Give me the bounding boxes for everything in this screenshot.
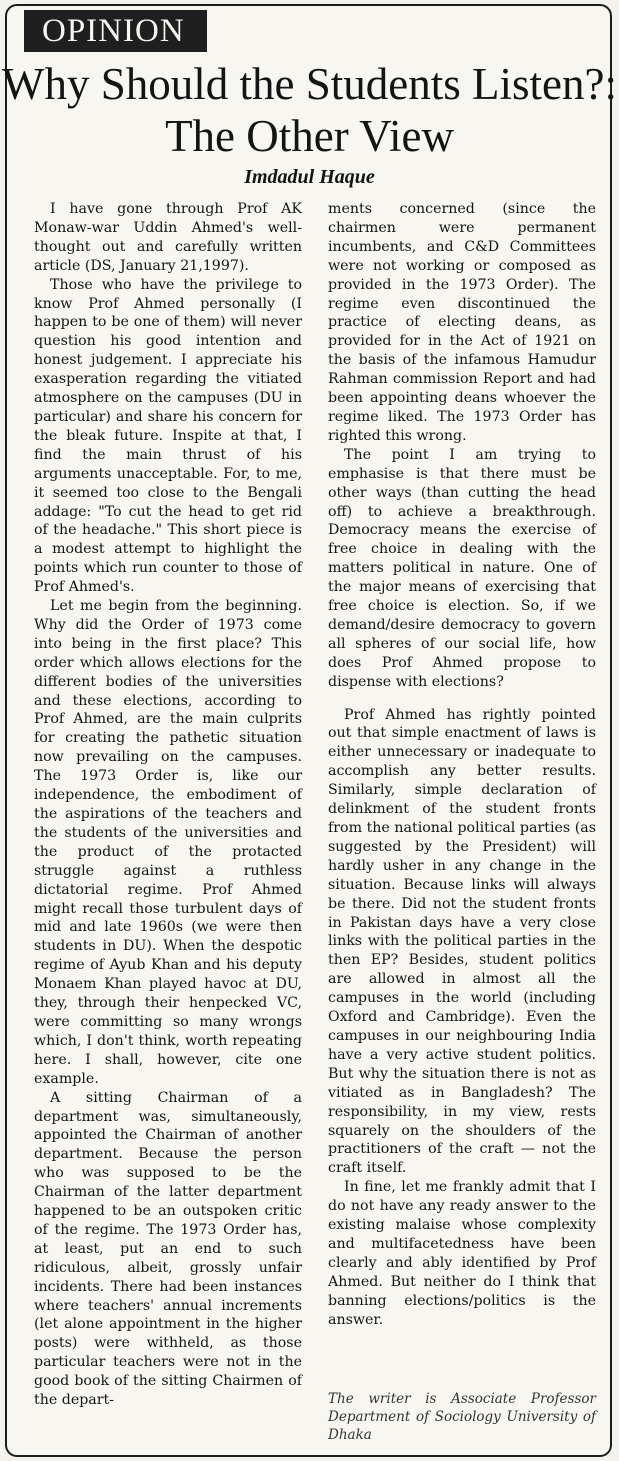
paragraph: Prof Ahmed has rightly pointed out that simple enactment of laws is either unnecessary or inadequate to accomplish any better results. Similarly, simple declaration of delinkment of the student fronts from the national political parties (as suggested by the President) will hardly usher in any change in the situation. Because links will always be there. Did not the student fronts in Pakistan days have a very close links with the political parties in the then EP? Besides, student politics are allowed in almost all the campuses in the world (including Oxford and Cambridge). Even the campuses in our neighbouring India have a very active student politics. But why the situation there is not as vitiated as in Bangladesh? The responsibility, in my view, rests squarely on the shoulders of the practitioners of the craft — not the craft itself. xyxy=(328,706,596,1177)
paragraph: A sitting Chairman of a department was, simultaneously, appointed the Chairman of another department. Because the person who was supposed to be the Chairman of the latter department happened to be an outspoken critic of the regime. The 1973 Order has, at least, put an end to such ridiculous, albeit, grossly unfair incidents. There had been instances where teachers' annual increments (let alone appointment in the higher posts) were withheld, as those particular teachers were not in the good book of the sitting Chairmen of the depart- xyxy=(34,1089,302,1409)
headline: Why Should the Students Listen?: The Other View xyxy=(2,59,617,161)
paragraph: Those who have the privilege to know Prof Ahmed personally (I happen to be one of them) will never question his good intention and honest judgement. I appreciate his exasperation regarding the vitiated atmosphere on the campuses (DU in particular) and share his concern for the bleak future. Inspite at that, I find the main thrust of his arguments unacceptable. For, to me, it seemed too close to the Bengali addage: "To cut the head to get rid of the headache." This short piece is a modest attempt to highlight the points which run counter to those of Prof Ahmed's. xyxy=(34,276,302,596)
paragraph: In fine, let me frankly admit that I do not have any ready answer to the existing malaise whose complexity and multifacetedness have been clearly and ably identified by Prof Ahmed. But neither do I think that banning elections/politics is the answer. xyxy=(328,1179,596,1328)
section-label: OPINION xyxy=(24,10,207,52)
paragraph: I have gone through Prof AK Monaw-war Uddin Ahmed's well-thought out and carefully written article (DS, January 21,1997). xyxy=(34,201,302,274)
paragraph: The point I am trying to emphasise is that there must be other ways (than cutting the head off) to achieve a breakthrough. Democracy means the exercise of free choice in dealing with the matters political in nature. One of the major means of exercising that free choice is election. So, if we demand/desire democracy to govern all spheres of our social life, how does Prof Ahmed propose to dispense with elections? xyxy=(328,446,596,690)
article-column-left xyxy=(34,200,302,1410)
paragraph: ments concerned (since the chairmen were permanent incumbents, and C&D Committees were not working or composed as provided in the 1973 Order). The regime even discontinued the practice of electing deans, as provided for in the Act of 1921 on the basis of the infamous Hamudur Rahman commission Report and had been appointing deans whoever the regime liked. The 1973 Order has righted this wrong. xyxy=(328,201,596,444)
byline: Imdadul Haque xyxy=(244,166,375,188)
paragraph: Let me begin from the beginning. Why did the Order of 1973 come into being in the first place? This order which allows elections for the different bodies of the universities and these elections, according to Prof Ahmed, are the main culprits for creating the pathetic situation now prevailing on the campuses. The 1973 Order is, like our independence, the embodiment of the aspirations of the teachers and the students of the universities and the product of the protacted struggle against a ruthless dictatorial regime. Prof Ahmed might recall those turbulent days of mid and late 1960s (we were then students in DU). When the despotic regime of Ayub Khan and his deputy Monaem Khan played havoc at DU, they, through their henpecked VC, were committing so many wrongs which, I don't think, worth repeating here. I shall, however, cite one example. xyxy=(34,598,302,1087)
article-column-right xyxy=(328,200,596,1329)
author-note: The writer is Associate Professor Department of Sociology University of Dhaka xyxy=(328,1391,596,1443)
